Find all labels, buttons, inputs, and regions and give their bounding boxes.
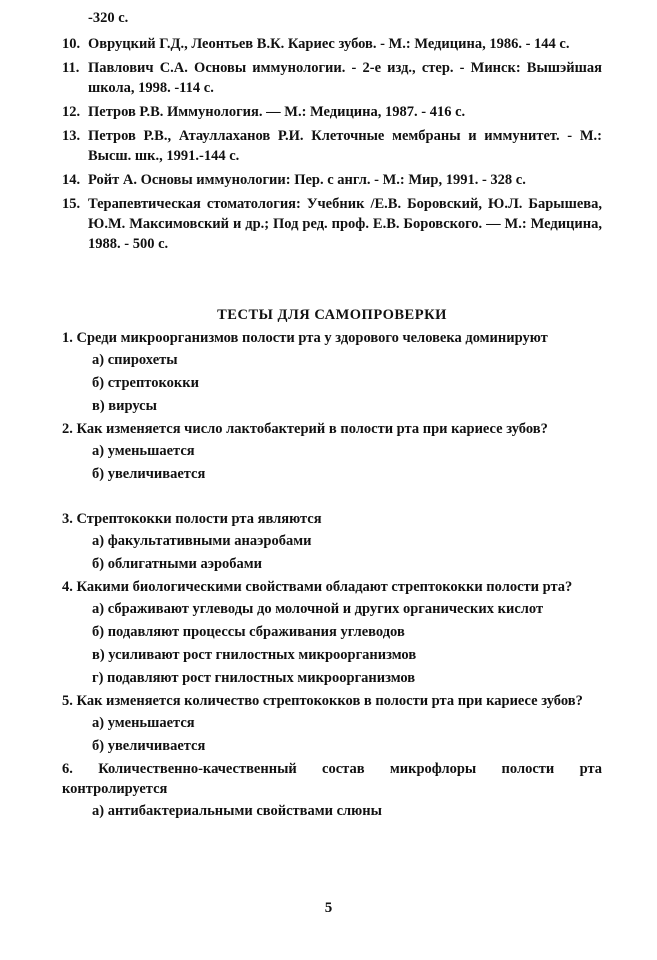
reference-text: Терапевтическая стоматология: Учебник /Е.В. Боровский, Ю.Л. Барышева, Ю.М. Максимовский и др.; Под ред. проф. Е.В. Боровского. — М.: Медицина, 1988. - 500 с. — [88, 196, 602, 252]
reference-number: 14. — [62, 172, 81, 188]
question-text: 6. Количественно-качественный состав микрофлоры полости рта контролируется — [62, 761, 602, 797]
reference-number: 10. — [62, 36, 81, 52]
reference-item — [62, 170, 602, 190]
answer-option: б) увеличивается — [92, 466, 206, 482]
reference-text: Овруцкий Г.Д., Леонтьев В.К. Кариес зубов. - М.: Медицина, 1986. - 144 с. — [88, 36, 570, 52]
reference-number: 11. — [62, 60, 80, 76]
answer-option: б) облигатными аэробами — [92, 556, 263, 572]
reference-number: 12. — [62, 104, 81, 120]
answer-option: б) увеличивается — [92, 738, 206, 754]
reference-item — [62, 194, 602, 254]
page-number: 5 — [324, 900, 333, 916]
reference-text: Ройт А. Основы иммунологии: Пер. с англ. - М.: Мир, 1991. - 328 с. — [88, 172, 526, 188]
answer-option: в) вирусы — [92, 398, 157, 414]
question-text: 1. Среди микроорганизмов полости рта у здорового человека доминируют — [62, 330, 548, 346]
reference-text: Павлович С.А. Основы иммунологии. - 2-е изд., стер. - Минск: Вышэйшая школа, 1998. -114 с. — [88, 60, 602, 96]
reference-text: Петров Р.В., Атауллаханов Р.И. Клеточные мембраны и иммунитет. - М.: Высш. шк., 1991.-144 с. — [88, 128, 602, 164]
answer-option: а) уменьшается — [92, 715, 195, 731]
answer-option: б) стрептококки — [92, 375, 199, 391]
reference-item — [62, 34, 602, 54]
question-text: 4. Какими биологическими свойствами обладают стрептококки полости рта? — [62, 579, 573, 595]
reference-item — [62, 126, 602, 166]
spacer — [62, 487, 602, 509]
answer-option: б) подавляют процессы сбраживания углеводов — [92, 624, 405, 640]
answer-option: а) антибактериальными свойствами слюны — [92, 803, 382, 819]
reference-list — [62, 8, 602, 258]
section-title: ТЕСТЫ ДЛЯ САМОПРОВЕРКИ — [217, 307, 447, 323]
reference-number: 13. — [62, 128, 81, 144]
reference-number: 15. — [62, 196, 81, 212]
answer-option: в) усиливают рост гнилостных микроорганизмов — [92, 647, 417, 663]
reference-item — [62, 102, 602, 122]
answer-option: а) факультативными анаэробами — [92, 533, 312, 549]
reference-text: Петров Р.В. Иммунология. — М.: Медицина, 1987. - 416 с. — [88, 104, 466, 120]
question-text: 5. Как изменяется количество стрептококков в полости рта при кариесе зубов? — [62, 693, 583, 709]
answer-option: а) сбраживают углеводы до молочной и других органических кислот — [92, 601, 544, 617]
question-text: 3. Стрептококки полости рта являются — [62, 511, 322, 527]
answer-option: а) уменьшается — [92, 443, 195, 459]
test-list — [62, 328, 602, 824]
reference-item — [62, 58, 602, 98]
reference-continuation: -320 с. — [88, 10, 129, 26]
answer-option: г) подавляют рост гнилостных микроорганизмов — [92, 670, 416, 686]
question-text: 2. Как изменяется число лактобактерий в полости рта при кариесе зубов? — [62, 421, 548, 437]
answer-option: а) спирохеты — [92, 352, 178, 368]
